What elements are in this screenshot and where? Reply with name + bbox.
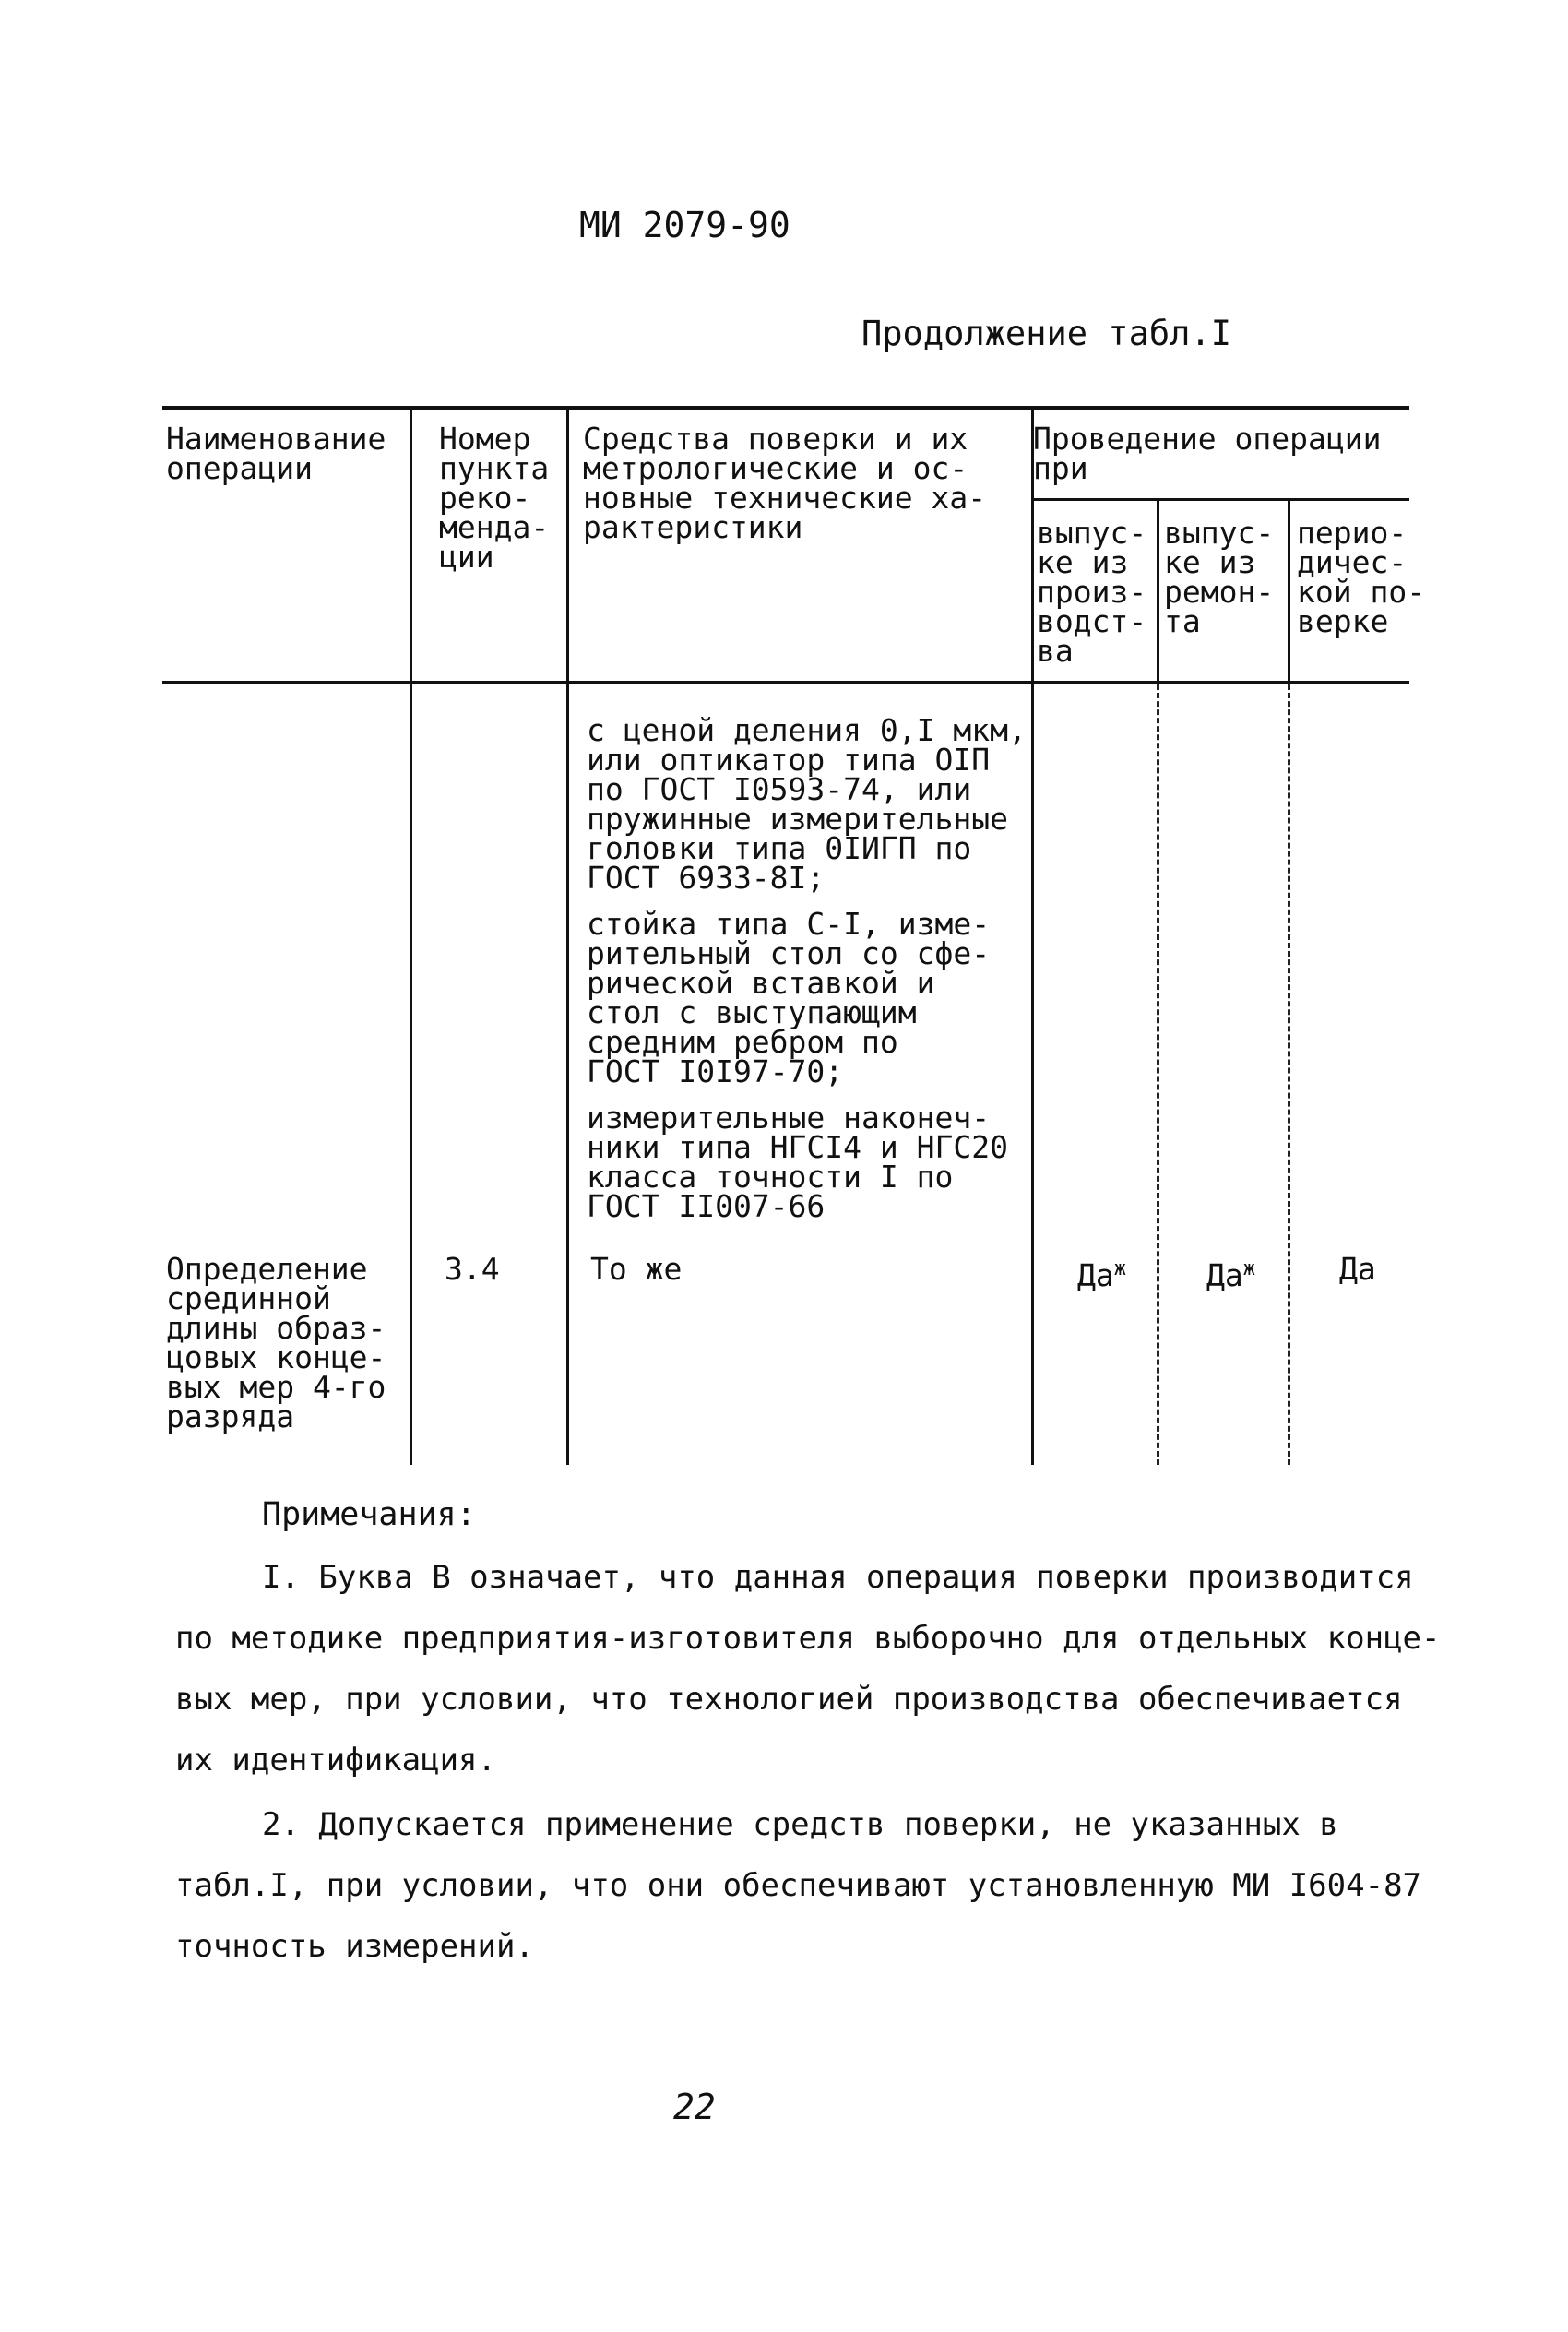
notes-title: Примечания:: [262, 1496, 476, 1533]
page-number: 22: [673, 2087, 716, 2127]
row-release-repair: $Да^ж$: [1206, 1257, 1255, 1293]
group-header-rule: [1033, 498, 1409, 501]
row-periodic: Да: [1339, 1251, 1376, 1287]
footnote-mark: ж: [1242, 1257, 1255, 1280]
header-periodic: перио- дичес- кой по- верке: [1297, 515, 1426, 639]
document-code: МИ 2079-90: [579, 205, 790, 245]
means-continuation-2: стойка типа С-I, изме- рительный стол со сфе- рической вставкой и стол с выступающим средним ребром по ГОСТ I0I97-70;: [587, 906, 991, 1089]
note-2-line-3: точность измерений.: [175, 1928, 534, 1965]
row-item-number: 3.4: [445, 1251, 500, 1287]
header-operation-name: Наименование операции: [166, 421, 386, 486]
column-divider-1: [410, 406, 412, 1465]
row-operation-name: Определение срединной длины образ- цовых конце- вых мер 4-го разряда: [166, 1251, 386, 1434]
column-divider-3: [1031, 406, 1034, 1465]
means-continuation-1: с ценой деления 0,I мкм, или оптикатор типа ОIП по ГОСТ I0593-74, или пружинные измерительные головки типа 0IИГП по ГОСТ 6933-8I;: [587, 712, 1027, 896]
footnote-mark: ж: [1113, 1257, 1126, 1280]
note-1-line-1: I. Буква В означает, что данная операция поверки производится: [262, 1559, 1414, 1596]
column-divider-4: [1157, 498, 1159, 683]
note-1-line-4: их идентификация.: [175, 1742, 496, 1779]
table-continuation-label: Продолжение табл.I: [861, 314, 1231, 353]
column-divider-5-dashed: [1288, 684, 1290, 1465]
table-top-rule: [162, 406, 1409, 410]
column-divider-5: [1288, 498, 1290, 683]
header-verification-means: Средства поверки и их метрологические и ос- новные технические ха- рактеристики: [583, 421, 987, 545]
note-1-line-3: вых мер, при условии, что технологией производства обеспечивается: [175, 1681, 1403, 1718]
column-divider-2: [566, 406, 569, 1465]
note-1-line-2: по методике предприятия-изготовителя выборочно для отдельных конце-: [175, 1620, 1441, 1657]
means-continuation-3: измерительные наконеч- ники типа НГСI4 и НГС20 класса точности I по ГОСТ II007-66: [587, 1100, 1008, 1224]
header-item-number: Номер пункта реко- менда- ции: [439, 421, 550, 575]
header-release-production: выпус- ке из произ- водст- ва: [1037, 515, 1147, 669]
column-divider-4-dashed: [1157, 684, 1159, 1465]
note-2-line-2: табл.I, при условии, что они обеспечивают установленную МИ I604-87: [175, 1867, 1422, 1904]
header-conduct-group: Проведение операции при: [1033, 421, 1382, 486]
table-header-bottom-rule: [162, 681, 1409, 684]
header-release-repair: выпус- ке из ремон- та: [1164, 515, 1275, 639]
note-2-line-1: 2. Допускается применение средств поверки, не указанных в: [262, 1806, 1338, 1843]
row-verification-means: То же: [590, 1251, 683, 1287]
row-release-production: $Да^ж$: [1077, 1257, 1126, 1293]
